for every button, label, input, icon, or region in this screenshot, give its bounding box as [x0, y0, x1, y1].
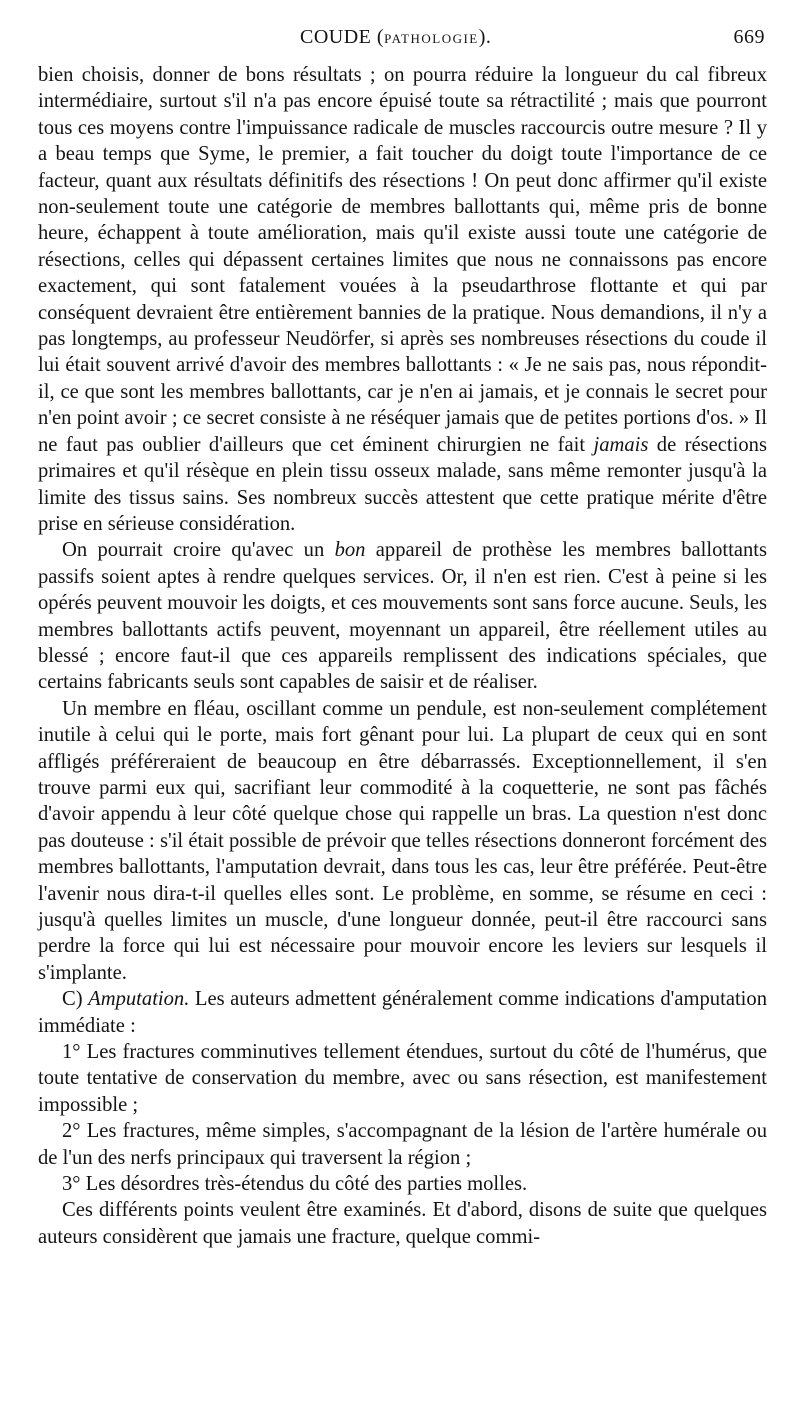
section-label: C): [62, 988, 89, 1011]
list-item-2: 2° Les fractures, même simples, s'accompagnant de la lésion de l'artère humérale ou de l'un des nerfs principaux qui traversent la région ;: [38, 1120, 767, 1169]
body-text: [38, 62, 767, 1250]
section-amputation: [38, 986, 767, 1039]
running-title-close: ).: [478, 26, 492, 48]
section-heading: Amputation.: [88, 988, 190, 1011]
running-title-section: PATHOLOGIE: [384, 31, 479, 46]
paragraph-2-head: On pourrait croire qu'avec un: [62, 539, 335, 562]
running-title: [300, 12, 491, 64]
section-intro: Les auteurs admettent généralement comme indications d'amputation immédiate :: [38, 988, 767, 1037]
paragraph-2-emphasis: bon: [334, 539, 366, 562]
paragraph-1-text: bien choisis, donner de bons résultats ; on pourra réduire la longueur du cal fibreux intermédiaire, surtout s'il n'a pas encore épuisé toute sa rétractilité ; mais que pourront tous ces moyens contre l'impuissance radicale de muscles raccourcis outre mesure ? Il y a beau temps que Syme, le premier, a fait toucher du doigt toute l'importance de ce facteur, quant aux résultats définitifs des résections ! On peut donc affirmer qu'il existe non-seulement toute une catégorie de membres ballottants qui, même pris de bonne heure, échappent à toute amélioration, mais qu'il existe aussi toute une catégorie de résections, celles qui dépassent certaines limites que nous ne connaissons pas encore exactement, qui sont fatalement vouées à la pseudarthrose flottante et qui par conséquent devraient être entièrement bannies de la pratique. Nous demandions, il n'y a pas longtemps, au professeur Neudörfer, si après ses nombreuses résections du coude il lui était souvent arrivé d'avoir des membres ballottants : « Je ne sais pas, nous répondit-il, ce que sont les membres ballottants, car je n'en ai jamais, et je connais le secret pour n'en point avoir ; ce secret consiste à ne réséquer jamais que de petites portions d'os. » Il ne faut pas oublier d'ailleurs que cet éminent chirurgien ne fait: [38, 64, 767, 456]
paragraph-1: [38, 62, 767, 537]
running-head: [38, 12, 767, 62]
paragraph-1-tail: de résections primaires et qu'il résèque en plein tissu osseux malade, sans même remonter jusqu'à la limite des tissus sains. Ses nombreux succès attestent que cette pratique mérite d'être prise en sérieuse considération.: [38, 433, 767, 535]
paragraph-2: [38, 537, 767, 695]
paragraph-1-emphasis: jamais: [593, 433, 649, 456]
paragraph-3: Un membre en fléau, oscillant comme un pendule, est non-seulement complétement inutile à celui qui le porte, mais fort gênant pour lui. La plupart de ceux qui en sont affligés préféreraient de beaucoup en être débarrassés. Exceptionnellement, il s'en trouve parmi eux qui, sacrifiant leur commodité à la coquetterie, ne sont pas fâchés d'avoir appendu à leur côté quelque chose qui rappelle un bras. La question n'est donc pas douteuse : s'il était possible de prévoir que telles résections donneront forcément des membres ballottants, l'amputation devrait, dans tous les cas, leur être préférée. Peut-être l'avenir nous dira-t-il quelles elles sont. Le problème, en somme, se résume en ceci : jusqu'à quelles limites un muscle, d'une longueur donnée, peut-il être raccourci sans perdre la force qui lui est nécessaire pour mouvoir encore les leviers sur lesquels il s'implante.: [38, 697, 767, 984]
paragraph-2-tail: appareil de prothèse les membres ballottants passifs soient aptes à rendre quelques services. Or, il n'en est rien. C'est à peine si les opérés peuvent mouvoir les doigts, et ces mouvements sont sans force aucune. Seuls, les membres ballottants actifs peuvent, moyennant un appareil, être réellement utiles au blessé ; encore faut-il que ces appareils remplissent des indications spéciales, que certains fabricants seuls sont capables de saisir et de réaliser.: [38, 539, 768, 694]
paragraph-5: Ces différents points veulent être examinés. Et d'abord, disons de suite que quelques auteurs considèrent que jamais une fracture, quelque commi-: [38, 1199, 767, 1248]
list-item-3: 3° Les désordres très-étendus du côté des parties molles.: [62, 1173, 528, 1196]
page-number: 669: [733, 26, 765, 48]
list-item-1: 1° Les fractures comminutives tellement étendues, surtout du côté de l'humérus, que toute tentative de conservation du membre, avec ou sans résection, est manifestement impossible ;: [38, 1041, 767, 1116]
running-title-main: COUDE: [300, 26, 372, 48]
running-title-open: (: [371, 26, 385, 48]
